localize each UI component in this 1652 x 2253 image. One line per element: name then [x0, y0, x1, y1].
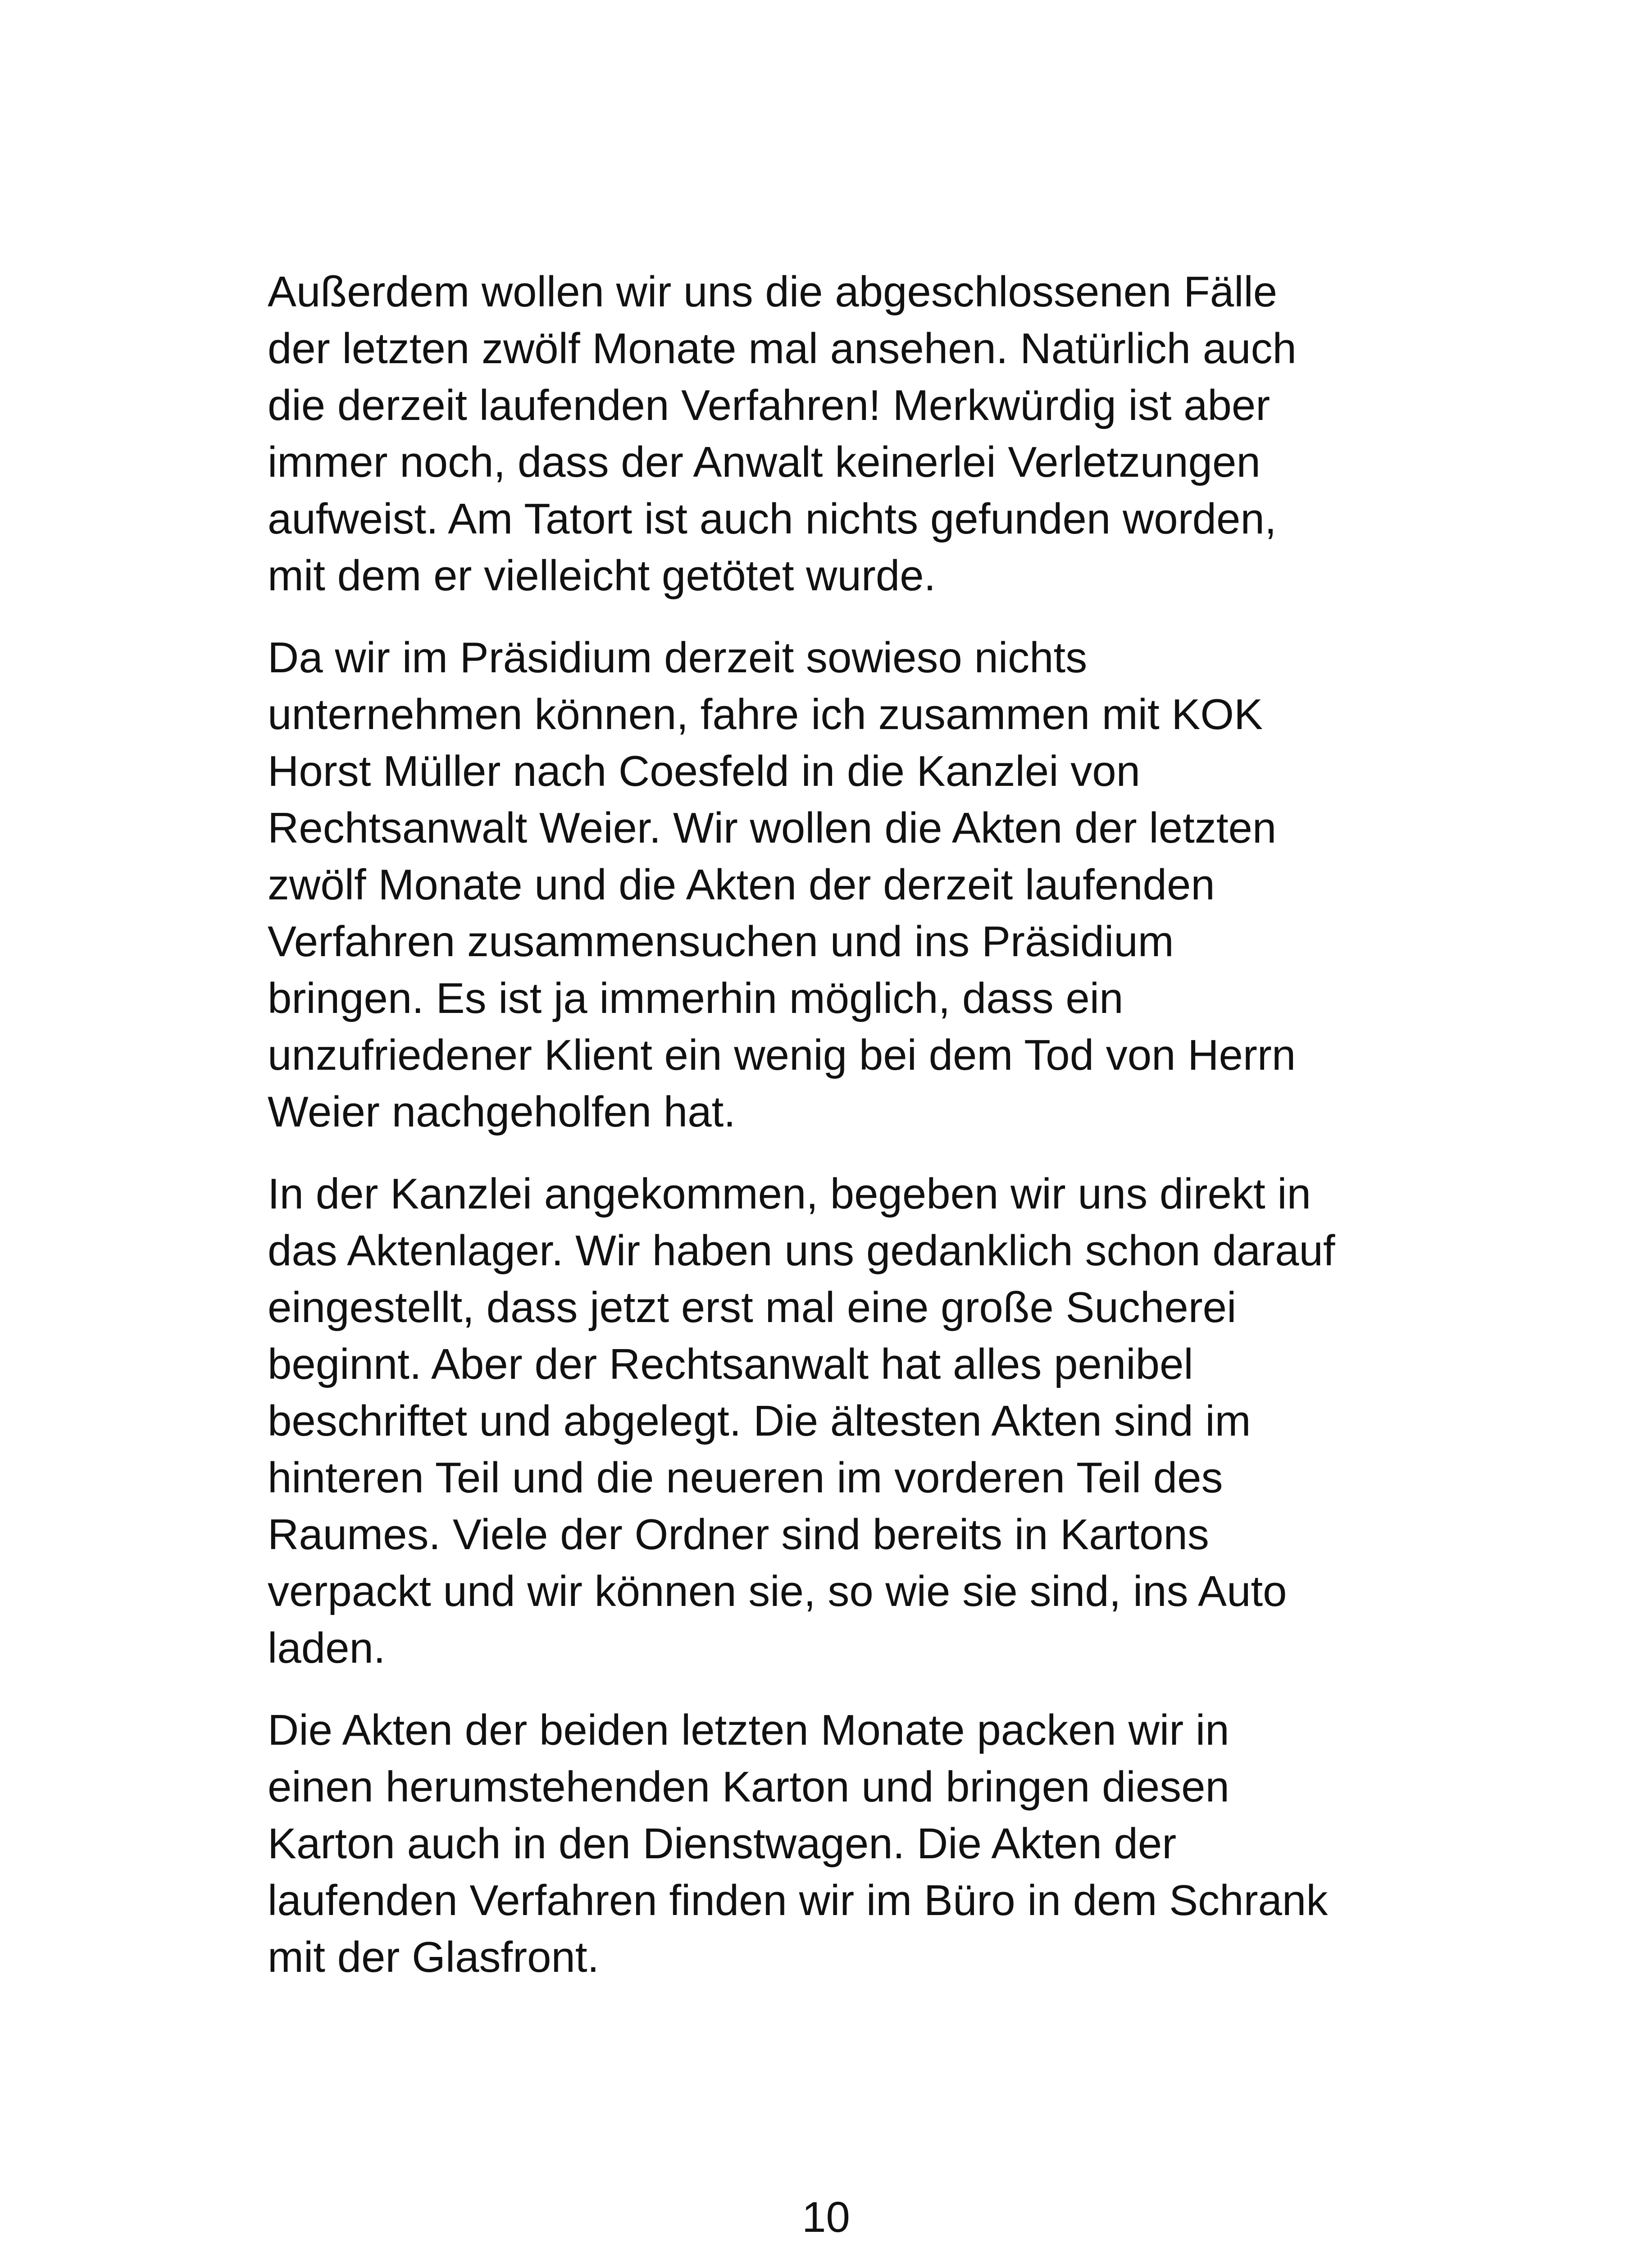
- text-line: die derzeit laufenden Verfahren! Merkwürdig ist aber: [268, 381, 1270, 429]
- paragraph-1: [268, 264, 1439, 604]
- paragraph-4: [268, 1702, 1439, 1986]
- text-line: In der Kanzlei angekommen, begeben wir uns direkt in: [268, 1170, 1311, 1218]
- text-line: Rechtsanwalt Weier. Wir wollen die Akten der letzten: [268, 804, 1277, 852]
- text-line: unzufriedener Klient ein wenig bei dem Tod von Herrn: [268, 1031, 1296, 1079]
- text-line: Horst Müller nach Coesfeld in die Kanzlei von: [268, 747, 1140, 795]
- text-line: immer noch, dass der Anwalt keinerlei Verletzungen: [268, 438, 1261, 486]
- text-line: Karton auch in den Dienstwagen. Die Akten der: [268, 1820, 1177, 1868]
- text-line: Raumes. Viele der Ordner sind bereits in Kartons: [268, 1510, 1209, 1559]
- text-line: laufenden Verfahren finden wir im Büro in dem Schrank: [268, 1876, 1328, 1925]
- body-text: [268, 264, 1439, 2011]
- text-line: Verfahren zusammensuchen und ins Präsidium: [268, 917, 1174, 966]
- page-number: 10: [802, 2193, 850, 2241]
- text-line: unternehmen können, fahre ich zusammen mit KOK: [268, 690, 1263, 739]
- text-line: mit der Glasfront.: [268, 1933, 600, 1981]
- text-line: der letzten zwölf Monate mal ansehen. Natürlich auch: [268, 324, 1297, 373]
- text-line: einen herumstehenden Karton und bringen diesen: [268, 1763, 1229, 1811]
- text-line: Die Akten der beiden letzten Monate packen wir in: [268, 1706, 1229, 1754]
- text-line: hinteren Teil und die neueren im vorderen Teil des: [268, 1454, 1223, 1502]
- text-line: beginnt. Aber der Rechtsanwalt hat alles penibel: [268, 1340, 1193, 1388]
- text-line: Weier nachgeholfen hat.: [268, 1088, 736, 1136]
- text-line: Da wir im Präsidium derzeit sowieso nichts: [268, 634, 1088, 682]
- paragraph-3: [268, 1166, 1439, 1677]
- text-line: beschriftet und abgelegt. Die ältesten Akten sind im: [268, 1397, 1251, 1445]
- text-line: eingestellt, dass jetzt erst mal eine große Sucherei: [268, 1283, 1237, 1332]
- text-line: laden.: [268, 1624, 386, 1672]
- text-line: Außerdem wollen wir uns die abgeschlossenen Fälle: [268, 268, 1278, 316]
- text-line: aufweist. Am Tatort ist auch nichts gefunden worden,: [268, 495, 1277, 543]
- text-line: mit dem er vielleicht getötet wurde.: [268, 552, 936, 600]
- paragraph-2: [268, 629, 1439, 1140]
- text-line: bringen. Es ist ja immerhin möglich, dass ein: [268, 974, 1124, 1022]
- text-line: verpackt und wir können sie, so wie sie sind, ins Auto: [268, 1567, 1287, 1615]
- text-line: das Aktenlager. Wir haben uns gedanklich schon darauf: [268, 1227, 1335, 1275]
- text-line: zwölf Monate und die Akten der derzeit laufenden: [268, 861, 1215, 909]
